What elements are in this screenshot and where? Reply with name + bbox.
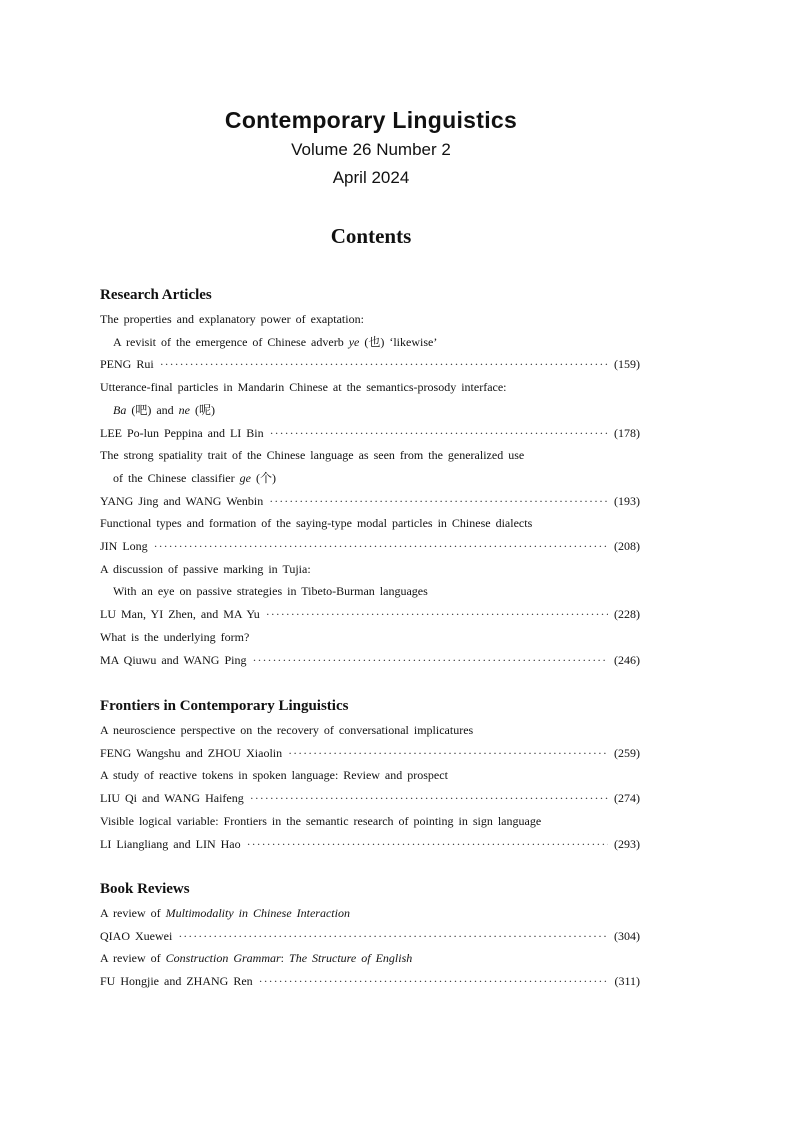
entry-author-line xyxy=(100,970,640,993)
entry-author-line xyxy=(100,603,640,626)
toc-entry[interactable] xyxy=(100,444,640,512)
dot-leader xyxy=(250,787,608,810)
entry-page: (304) xyxy=(614,928,640,943)
entry-subtitle: A revisit of the emergence of Chinese adverb ye (也) ‘likewise’ xyxy=(113,334,438,349)
entry-subtitle: Ba (吧) and ne (呢) xyxy=(113,402,215,417)
journal-header xyxy=(0,104,742,192)
entry-title: Functional types and formation of the saying-type modal particles in Chinese dialects xyxy=(100,516,533,531)
toc-entry[interactable] xyxy=(100,626,640,671)
volume-line: Volume 26 Number 2 xyxy=(291,140,451,159)
entry-authors: LU Man, YI Zhen, and MA Yu xyxy=(100,607,260,622)
dot-leader xyxy=(247,833,608,856)
toc-entry[interactable] xyxy=(100,947,640,992)
entry-author-line xyxy=(100,787,640,810)
entry-page: (274) xyxy=(614,791,640,806)
entry-title: A neuroscience perspective on the recovery of conversational implicatures xyxy=(100,723,474,737)
entry-page: (159) xyxy=(614,357,640,372)
entry-page: (293) xyxy=(614,836,640,851)
entry-subtitle: With an eye on passive strategies in Tibeto-Burman languages xyxy=(113,584,428,599)
entry-author-line xyxy=(100,353,640,376)
entry-title: Visible logical variable: Frontiers in the semantic research of pointing in sign language xyxy=(100,813,542,828)
entry-authors: YANG Jing and WANG Wenbin xyxy=(100,493,264,508)
dot-leader xyxy=(269,490,608,513)
entry-author-line xyxy=(100,490,640,513)
toc-entry[interactable] xyxy=(100,764,640,809)
entry-author-line xyxy=(100,833,640,856)
entry-page: (193) xyxy=(614,493,640,508)
toc-entry[interactable] xyxy=(100,308,640,376)
toc-entry[interactable] xyxy=(100,376,640,444)
toc-entry[interactable] xyxy=(100,719,640,764)
entry-title: Utterance-final particles in Mandarin Chinese at the semantics-prosody interface: xyxy=(100,380,507,395)
entry-authors: FU Hongjie and ZHANG Ren xyxy=(100,974,253,989)
entry-authors: PENG Rui xyxy=(100,357,154,372)
entry-title: What is the underlying form? xyxy=(100,629,250,644)
section-frontiers xyxy=(100,695,640,855)
dot-leader xyxy=(252,649,608,672)
entry-author-line xyxy=(100,925,640,948)
entry-author-line xyxy=(100,422,640,445)
journal-title: Contemporary Linguistics xyxy=(224,107,518,133)
entry-page: (178) xyxy=(614,425,640,440)
entry-authors: QIAO Xuewei xyxy=(100,928,173,943)
entry-title: A study of reactive tokens in spoken language: Review and prospect xyxy=(100,768,448,783)
dot-leader xyxy=(270,422,608,445)
date-line: April 2024 xyxy=(332,168,410,187)
toc-entry[interactable] xyxy=(100,810,640,855)
dot-leader xyxy=(178,925,608,948)
entry-title: A discussion of passive marking in Tujia: xyxy=(100,561,311,576)
entry-page: (208) xyxy=(614,539,640,554)
toc-entry[interactable] xyxy=(100,512,640,557)
entry-subtitle: of the Chinese classifier ge (个) xyxy=(113,470,276,485)
entry-page: (259) xyxy=(614,745,640,760)
dot-leader xyxy=(154,535,608,558)
dot-leader xyxy=(160,353,608,376)
section-heading: Research Articles xyxy=(100,287,212,303)
toc-entry[interactable] xyxy=(100,558,640,626)
entry-authors: LEE Po-lun Peppina and LI Bin xyxy=(100,425,264,440)
section-research-articles xyxy=(100,284,640,671)
dot-leader xyxy=(288,742,608,765)
entry-authors: LIU Qi and WANG Haifeng xyxy=(100,791,244,806)
contents-heading: Contents xyxy=(330,224,412,248)
entry-title: A review of Multimodality in Chinese Interaction xyxy=(100,906,350,920)
dot-leader xyxy=(259,970,609,993)
dot-leader xyxy=(266,603,608,626)
section-book-reviews xyxy=(100,878,640,993)
entry-authors: MA Qiuwu and WANG Ping xyxy=(100,652,247,667)
entry-authors: LI Liangliang and LIN Hao xyxy=(100,836,241,851)
toc-entry[interactable] xyxy=(100,902,640,947)
entry-authors: FENG Wangshu and ZHOU Xiaolin xyxy=(100,745,283,760)
entry-title: A review of Construction Grammar: The Structure of English xyxy=(100,951,413,966)
entry-author-line xyxy=(100,649,640,672)
entry-title: The properties and explanatory power of exaptation: xyxy=(100,312,364,326)
entry-author-line xyxy=(100,742,640,765)
section-heading: Book Reviews xyxy=(100,881,190,897)
entry-page: (246) xyxy=(614,652,640,667)
entry-page: (228) xyxy=(614,607,640,622)
entry-title: The strong spatiality trait of the Chinese language as seen from the generalized use xyxy=(100,448,525,463)
section-heading: Frontiers in Contemporary Linguistics xyxy=(100,698,349,714)
entry-page: (311) xyxy=(614,974,640,989)
entry-author-line xyxy=(100,535,640,558)
entry-authors: JIN Long xyxy=(100,539,148,554)
